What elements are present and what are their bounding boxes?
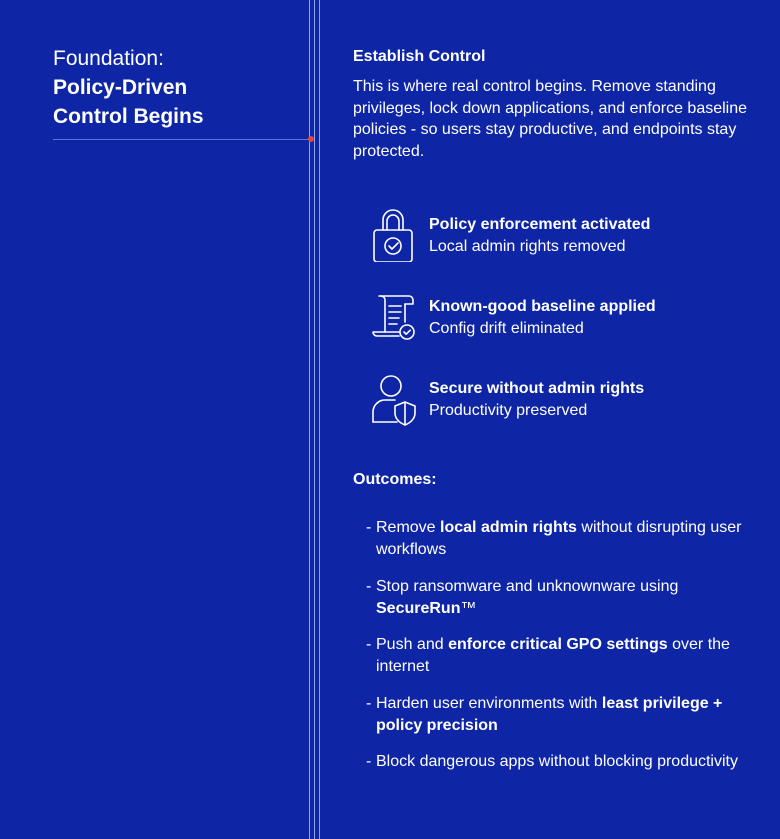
- feature-item: [369, 288, 769, 370]
- section-title-block: [53, 44, 293, 131]
- timeline-rail-line: [319, 0, 320, 839]
- list-item: [366, 576, 746, 620]
- title-underline: [53, 139, 311, 140]
- section-heading: Establish Control: [353, 48, 486, 65]
- outcomes-list: [366, 517, 746, 788]
- outcome-text: Remove: [376, 519, 441, 536]
- padlock-check-icon: [369, 206, 417, 262]
- list-item: [366, 751, 746, 773]
- intro-block: [353, 46, 753, 162]
- feature-subtitle: Productivity preserved: [429, 402, 588, 419]
- title-line-2: Control Begins: [53, 105, 204, 128]
- list-item: [366, 693, 746, 737]
- outcome-text: Block dangerous apps without blocking productivity: [376, 753, 738, 770]
- list-dash: -: [366, 519, 372, 536]
- timeline-rail-line: [309, 0, 310, 839]
- feature-title: Policy enforcement activated: [429, 216, 651, 233]
- feature-subtitle: Local admin rights removed: [429, 238, 626, 255]
- feature-item: [369, 206, 769, 288]
- outcome-text: without disrupting user workflows: [376, 519, 742, 558]
- timeline-marker-dot: [308, 136, 314, 142]
- outcomes-heading: Outcomes:: [353, 471, 437, 488]
- list-dash: -: [366, 636, 372, 653]
- list-dash: -: [366, 694, 372, 712]
- timeline-rail-line: [314, 0, 315, 839]
- title-line-1: Policy-Driven: [53, 76, 188, 99]
- outcome-text: ™: [460, 599, 477, 617]
- feature-subtitle: Config drift eliminated: [429, 320, 584, 337]
- feature-title: Secure without admin rights: [429, 380, 645, 397]
- list-dash: -: [366, 577, 372, 595]
- feature-list: [369, 206, 769, 452]
- outcome-emphasis: enforce critical GPO settings: [448, 636, 668, 653]
- outcome-text: Push and: [376, 636, 449, 653]
- eyebrow-label: Foundation:: [53, 47, 164, 70]
- document-check-icon: [369, 288, 417, 344]
- feature-item: [369, 370, 769, 452]
- outcome-emphasis: least privilege + policy precision: [376, 694, 723, 734]
- user-shield-icon: [369, 370, 417, 426]
- outcome-emphasis: local admin rights: [440, 519, 577, 536]
- list-item: [366, 517, 746, 561]
- feature-title: Known-good baseline applied: [429, 298, 656, 315]
- list-dash: -: [366, 753, 372, 770]
- intro-paragraph: This is where real control begins. Remove standing privileges, lock down applications, and enforce baseline policies - so users stay productive, and endpoints stay protected.: [353, 78, 748, 160]
- list-item: [366, 634, 746, 678]
- outcome-emphasis: SecureRun: [376, 599, 461, 617]
- outcome-text: over the internet: [376, 636, 730, 675]
- outcome-text: Harden user environments with: [376, 694, 602, 712]
- outcome-text: Stop ransomware and unknownware using: [376, 577, 679, 595]
